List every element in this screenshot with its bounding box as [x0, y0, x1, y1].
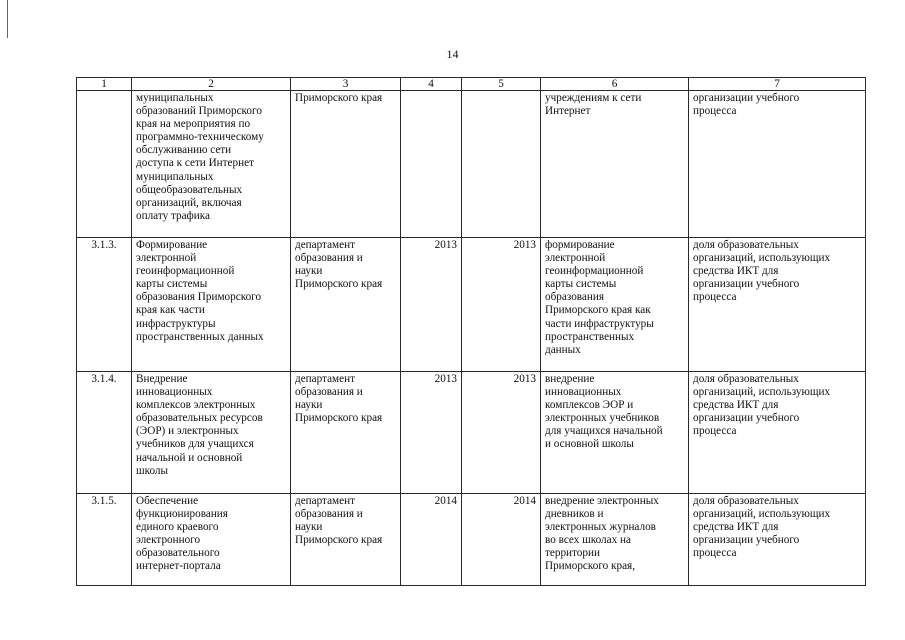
- item-number: [77, 91, 132, 238]
- cell-line: организаций, использующих: [693, 508, 831, 521]
- cell-line: школы: [136, 464, 169, 477]
- cell-line: геоинформационной: [136, 265, 235, 278]
- cell-line: образования и: [295, 508, 363, 521]
- expected-result: [541, 91, 689, 238]
- cell-line: Приморского края как: [545, 304, 651, 317]
- cell-line: края как части: [136, 304, 205, 317]
- executor: [291, 494, 401, 586]
- cell-line: организаций, использующих: [693, 386, 831, 399]
- column-number-3: 3: [291, 78, 401, 91]
- cell-line: инфраструктуры: [136, 317, 216, 330]
- column-number-5: 5: [462, 78, 541, 91]
- cell-line: функционирования: [136, 508, 228, 521]
- cell-line: электронной: [136, 252, 197, 265]
- cell-line: и основной школы: [545, 438, 634, 451]
- page-number: 14: [446, 47, 459, 61]
- expected-result: [541, 238, 689, 372]
- cell-line: муниципальных: [136, 92, 214, 104]
- executor: [291, 238, 401, 372]
- activity-name: [132, 238, 291, 372]
- activity-name: [132, 372, 291, 494]
- cell-line: карты системы: [545, 278, 617, 291]
- cell-line: науки: [295, 399, 323, 412]
- cell-line: пространственных данных: [136, 330, 264, 343]
- cell-line: учреждениям к сети: [545, 92, 642, 104]
- cell-line: внедрение электронных: [545, 495, 659, 507]
- cell-line: интернет-портала: [136, 560, 221, 573]
- activity-name: [132, 494, 291, 586]
- cell-line: Приморского края: [295, 412, 383, 425]
- cell-line: геоинформационной: [545, 265, 644, 278]
- column-number-7: 7: [689, 78, 866, 91]
- indicator: [689, 91, 866, 238]
- expected-result: [541, 372, 689, 494]
- cell-line: электронного: [136, 534, 201, 547]
- cell-line: Приморского края,: [545, 560, 635, 573]
- cell-line: общеобразовательных: [136, 183, 243, 196]
- activity-name: [132, 91, 291, 238]
- cell-line: программно-техническому: [136, 131, 264, 144]
- cell-line: инновационных: [545, 386, 622, 399]
- start-year: 2013: [401, 238, 462, 372]
- cell-line: организации учебного: [693, 412, 800, 425]
- cell-line: образовательных ресурсов: [136, 412, 263, 425]
- executor: [291, 91, 401, 238]
- cell-line: единого краевого: [136, 521, 219, 534]
- cell-line: доступа к сети Интернет: [136, 157, 254, 170]
- cell-line: организации учебного: [693, 278, 800, 291]
- cell-line: дневников и: [545, 508, 604, 521]
- cell-line: Формирование: [136, 239, 208, 251]
- cell-line: во всех школах на: [545, 534, 631, 547]
- cell-line: организации учебного: [693, 92, 800, 104]
- expected-result: [541, 494, 689, 586]
- cell-line: науки: [295, 521, 323, 534]
- cell-line: формирование: [545, 239, 615, 251]
- item-number: 3.1.4.: [77, 372, 132, 494]
- start-year: 2014: [401, 494, 462, 586]
- indicator: [689, 494, 866, 586]
- end-year: 2013: [462, 238, 541, 372]
- cell-line: карты системы: [136, 278, 208, 291]
- cell-line: средства ИКТ для: [693, 265, 779, 278]
- cell-line: для учащихся начальной: [545, 425, 663, 438]
- cell-line: начальной и основной: [136, 451, 243, 464]
- cell-line: края на мероприятия по: [136, 118, 251, 131]
- cell-line: доля образовательных: [693, 239, 799, 251]
- cell-line: образования и: [295, 386, 363, 399]
- cell-line: доля образовательных: [693, 373, 799, 385]
- cell-line: департамент: [295, 239, 355, 251]
- cell-line: процесса: [693, 547, 737, 560]
- cell-line: организаций, включая: [136, 196, 242, 209]
- start-year: [401, 91, 462, 238]
- indicator: [689, 238, 866, 372]
- column-number-2: 2: [132, 78, 291, 91]
- cell-line: департамент: [295, 373, 355, 385]
- executor: [291, 372, 401, 494]
- program-table: [76, 77, 866, 586]
- cell-line: Приморского края: [295, 278, 383, 291]
- column-number-4: 4: [401, 78, 462, 91]
- cell-line: комплексов электронных: [136, 399, 256, 412]
- cell-line: Обеспечение: [136, 495, 199, 507]
- cell-line: образовательного: [136, 547, 220, 560]
- table-row: [77, 238, 866, 372]
- cell-line: процесса: [693, 425, 737, 438]
- table-row: [77, 372, 866, 494]
- cell-line: муниципальных: [136, 170, 214, 183]
- cell-line: организаций, использующих: [693, 252, 831, 265]
- cell-line: процесса: [693, 291, 737, 304]
- column-number-row: [77, 78, 866, 91]
- cell-line: средства ИКТ для: [693, 399, 779, 412]
- cell-line: внедрение: [545, 373, 595, 385]
- cell-line: образования: [545, 291, 605, 304]
- cell-line: Внедрение: [136, 373, 188, 385]
- table-row: [77, 494, 866, 586]
- cell-line: части инфраструктуры: [545, 317, 654, 330]
- cell-line: территории: [545, 547, 600, 560]
- cell-line: пространственных: [545, 330, 635, 343]
- table-row: [77, 91, 866, 238]
- indicator: [689, 372, 866, 494]
- cell-line: обслуживанию сети: [136, 144, 232, 157]
- cell-line: Приморского края: [295, 534, 383, 547]
- cell-line: Интернет: [545, 105, 591, 118]
- column-number-1: 1: [77, 78, 132, 91]
- column-number-6: 6: [541, 78, 689, 91]
- end-year: 2013: [462, 372, 541, 494]
- cell-line: электронных журналов: [545, 521, 656, 534]
- cell-line: образования Приморского: [136, 291, 262, 304]
- start-year: 2013: [401, 372, 462, 494]
- cell-line: инновационных: [136, 386, 213, 399]
- scan-edge-line: [7, 0, 8, 38]
- cell-line: средства ИКТ для: [693, 521, 779, 534]
- end-year: [462, 91, 541, 238]
- cell-line: оплату трафика: [136, 209, 211, 222]
- cell-line: электронной: [545, 252, 606, 265]
- cell-line: данных: [545, 343, 581, 356]
- cell-line: комплексов ЭОР и: [545, 399, 634, 412]
- item-number: 3.1.3.: [77, 238, 132, 372]
- cell-line: науки: [295, 265, 323, 278]
- cell-line: учебников для учащихся: [136, 438, 254, 451]
- cell-line: организации учебного: [693, 534, 800, 547]
- cell-line: доля образовательных: [693, 495, 799, 507]
- cell-line: департамент: [295, 495, 355, 507]
- cell-line: (ЭОР) и электронных: [136, 425, 239, 438]
- end-year: 2014: [462, 494, 541, 586]
- cell-line: Приморского края: [295, 92, 383, 104]
- cell-line: электронных учебников: [545, 412, 660, 425]
- cell-line: процесса: [693, 105, 737, 118]
- item-number: 3.1.5.: [77, 494, 132, 586]
- cell-line: образований Приморского: [136, 105, 262, 118]
- cell-line: образования и: [295, 252, 363, 265]
